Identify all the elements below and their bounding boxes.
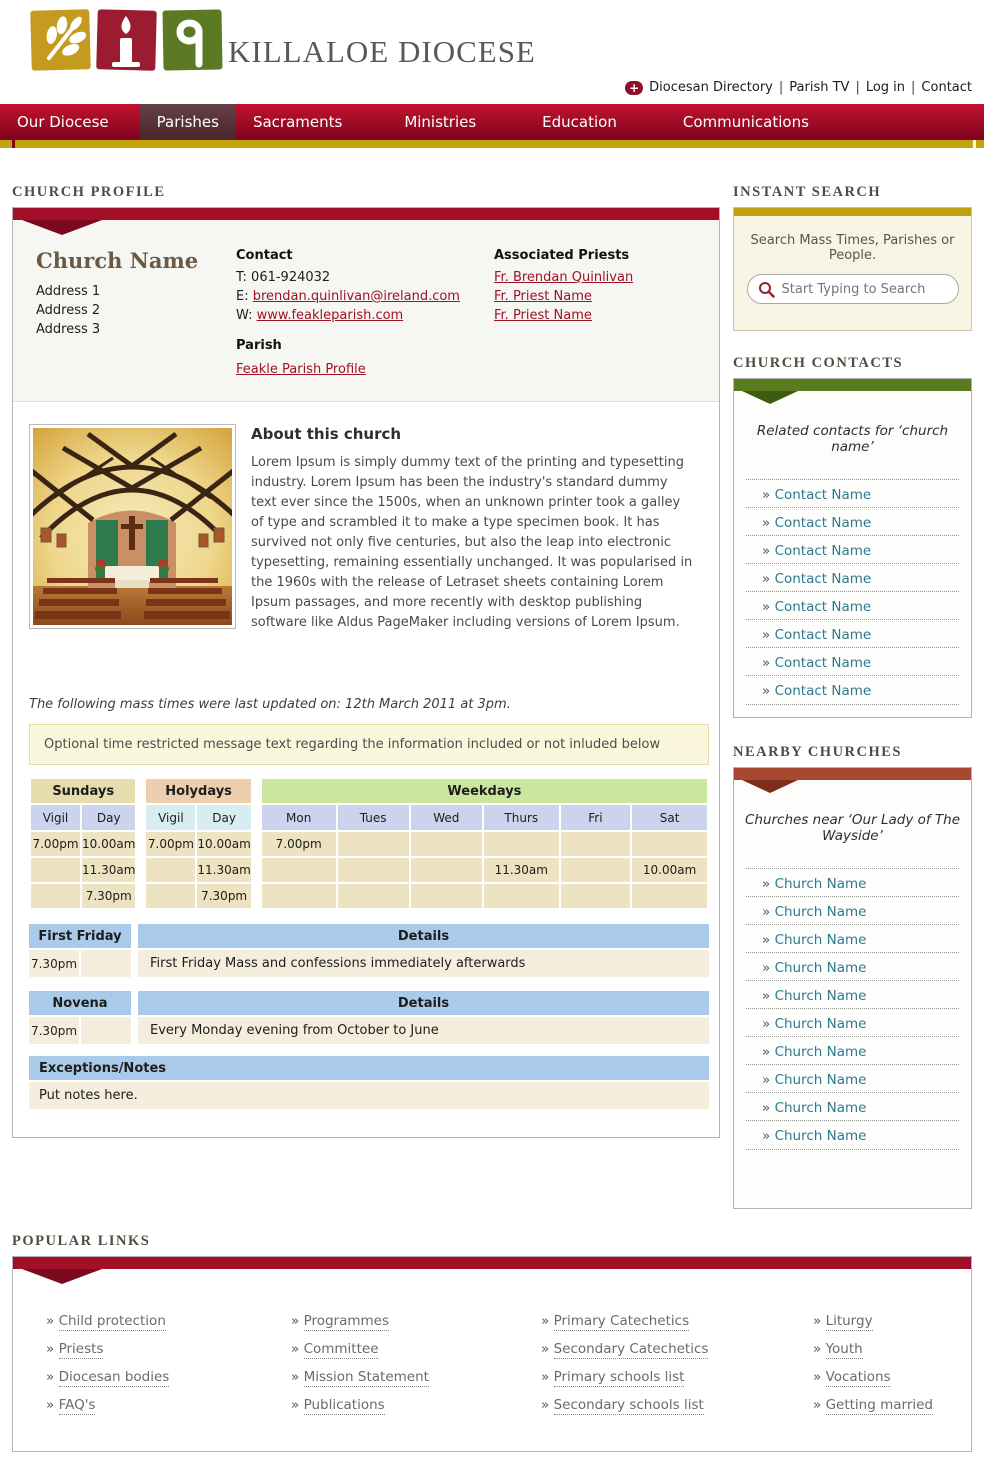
col-vigil: Vigil <box>146 805 195 830</box>
email-line <box>236 287 494 306</box>
footer-link[interactable]: Vocations <box>825 1369 891 1385</box>
sundays-header: Sundays <box>31 779 135 803</box>
list-item <box>746 563 959 591</box>
holydays-table <box>144 777 252 910</box>
novena-time: 7.30pm <box>29 1017 79 1044</box>
list-item <box>746 479 959 507</box>
first-friday-time: 7.30pm <box>29 950 79 977</box>
list-item <box>813 1313 961 1329</box>
utility-nav <box>625 80 972 95</box>
nav-communications[interactable]: Communications <box>682 113 809 131</box>
mass-time-cell: 11.30am <box>197 858 250 882</box>
nav-parishes[interactable]: Parishes <box>140 104 236 140</box>
sundays-table <box>29 777 137 910</box>
panel-top-bar <box>734 768 971 780</box>
col-vigil: Vigil <box>31 805 80 830</box>
weekdays-header: Weekdays <box>262 779 707 803</box>
search-field[interactable] <box>747 274 959 304</box>
nav-ministries[interactable]: Ministries <box>404 113 477 131</box>
first-friday-time2 <box>81 950 131 977</box>
list-item <box>46 1313 291 1329</box>
web-label: W: <box>236 308 253 323</box>
panel-top-bar <box>13 1257 971 1269</box>
contact-link[interactable]: » Contact Name <box>762 515 871 531</box>
mass-times-table <box>29 777 709 910</box>
priests-heading: Associated Priests <box>494 248 630 263</box>
church-link[interactable]: » Church Name <box>762 1016 866 1032</box>
mass-time-cell: 7.00pm <box>31 832 80 856</box>
church-photo <box>29 424 236 629</box>
popular-links-heading: POPULAR LINKS <box>12 1233 151 1249</box>
contact-link[interactable]: » Contact Name <box>762 487 871 503</box>
list-item <box>813 1397 961 1413</box>
phone-line <box>236 268 494 287</box>
church-link[interactable]: » Church Name <box>762 1128 866 1144</box>
list-item <box>746 675 959 705</box>
list-item <box>746 1120 959 1150</box>
footer-link[interactable]: Mission Statement <box>303 1369 429 1385</box>
separator: | <box>911 80 916 95</box>
address-line: Address 2 <box>36 303 101 318</box>
mass-time-cell: 10.00am <box>197 832 250 856</box>
mass-time-cell <box>411 832 482 856</box>
list-item <box>46 1397 291 1413</box>
holydays-header: Holydays <box>146 779 250 803</box>
nearby-churches-panel <box>733 767 972 1209</box>
wheat-icon <box>30 8 91 72</box>
mass-time-cell: 10.00am <box>82 832 135 856</box>
links-column <box>291 1313 541 1425</box>
church-link[interactable]: » Church Name <box>762 876 866 892</box>
footer-link[interactable]: Liturgy <box>825 1313 873 1329</box>
novena-time2 <box>81 1017 131 1044</box>
mass-time-cell: 7.00pm <box>146 832 195 856</box>
contacts-list <box>746 479 959 705</box>
mass-time-cell <box>632 832 707 856</box>
links-column <box>46 1313 291 1425</box>
footer-link[interactable]: Priests <box>58 1341 104 1357</box>
contact-link[interactable]: » Contact Name <box>762 599 871 615</box>
site-header <box>0 0 984 104</box>
col-wed: Wed <box>411 805 482 830</box>
list-item <box>813 1341 961 1357</box>
mass-time-cell <box>262 884 336 908</box>
mass-time-cell <box>146 858 195 882</box>
utility-link-diocesan-directory[interactable]: Diocesan Directory <box>649 80 773 95</box>
search-input[interactable] <box>782 282 942 297</box>
col-thurs: Thurs <box>484 805 559 830</box>
list-item <box>541 1397 813 1413</box>
panel-top-bar <box>734 208 971 216</box>
details-header: Details <box>138 991 709 1015</box>
mass-time-cell: 11.30am <box>82 858 135 882</box>
list-item <box>813 1369 961 1385</box>
brand-title: KILLALOE DIOCESE <box>228 34 536 69</box>
first-friday-header: First Friday <box>29 924 131 948</box>
mass-time-cell <box>561 832 631 856</box>
footer-link[interactable]: Getting married <box>825 1397 933 1413</box>
optional-message: Optional time restricted message text regarding the information included or not inluded below <box>29 724 709 765</box>
church-profile-panel <box>12 207 720 1138</box>
nearby-churches-heading: NEARBY CHURCHES <box>733 744 902 760</box>
mass-time-cell <box>146 884 195 908</box>
contact-link[interactable]: » Contact Name <box>762 571 871 587</box>
phone-label: T: <box>236 270 247 285</box>
profile-header <box>13 220 719 402</box>
panel-top-bar <box>734 379 971 391</box>
col-tues: Tues <box>338 805 409 830</box>
weekdays-table <box>260 777 709 910</box>
details-header: Details <box>138 924 709 948</box>
mass-time-cell <box>31 858 80 882</box>
mass-time-cell <box>411 858 482 882</box>
nearby-subtitle: Churches near ‘Our Lady of The Wayside’ <box>744 812 961 844</box>
popular-links-panel <box>12 1256 972 1452</box>
panel-top-bar <box>13 208 719 220</box>
separator: | <box>855 80 860 95</box>
footer-link[interactable]: Secondary schools list <box>553 1397 704 1413</box>
church-contacts-panel <box>733 378 972 718</box>
list-item <box>46 1369 291 1385</box>
col-day: Day <box>197 805 250 830</box>
footer-link[interactable]: Programmes <box>303 1313 390 1329</box>
links-column <box>541 1313 813 1425</box>
candle-icon <box>96 8 157 72</box>
mass-time-cell <box>262 858 336 882</box>
priest-link[interactable]: Fr. Priest Name <box>494 289 592 304</box>
first-friday-details: First Friday Mass and confessions immediately afterwards <box>138 950 709 977</box>
mass-time-cell <box>338 832 409 856</box>
phone-value: 061-924032 <box>251 270 331 285</box>
address-line: Address 3 <box>36 322 101 337</box>
list-item <box>746 924 959 952</box>
church-link[interactable]: » Church Name <box>762 1044 866 1060</box>
instant-search-heading: INSTANT SEARCH <box>733 184 882 200</box>
church-link[interactable]: » Church Name <box>762 1072 866 1088</box>
col-mon: Mon <box>262 805 336 830</box>
church-link[interactable]: » Church Name <box>762 932 866 948</box>
mass-time-cell: 7.00pm <box>262 832 336 856</box>
list-item <box>746 535 959 563</box>
list-item <box>746 591 959 619</box>
mass-time-cell <box>31 884 80 908</box>
panel-triangle <box>22 220 102 235</box>
mass-time-cell: 11.30am <box>484 858 559 882</box>
mass-time-cell <box>561 858 631 882</box>
church-contacts-heading: CHURCH CONTACTS <box>733 355 904 371</box>
footer-link[interactable]: Secondary Catechetics <box>553 1341 709 1357</box>
panel-triangle <box>742 391 798 404</box>
contact-link[interactable]: » Contact Name <box>762 543 871 559</box>
list-item <box>746 1008 959 1036</box>
last-updated-note: The following mass times were last updated on: 12th March 2011 at 3pm. <box>29 697 511 712</box>
exceptions-header: Exceptions/Notes <box>29 1056 709 1080</box>
utility-link-log-in[interactable]: Log in <box>865 80 906 95</box>
about-section <box>13 402 719 633</box>
links-column <box>813 1313 961 1425</box>
first-friday-section <box>29 924 709 977</box>
list-item <box>291 1397 541 1413</box>
list-item <box>746 952 959 980</box>
about-heading: About this church <box>251 425 402 443</box>
list-item <box>291 1313 541 1329</box>
list-item <box>746 980 959 1008</box>
footer-link[interactable]: Committee <box>303 1341 379 1357</box>
contact-link[interactable]: » Contact Name <box>762 655 871 671</box>
church-profile-heading: CHURCH PROFILE <box>12 184 166 200</box>
list-item <box>746 868 959 896</box>
footer-link[interactable]: Child protection <box>58 1313 166 1329</box>
list-item <box>746 507 959 535</box>
novena-header: Novena <box>29 991 131 1015</box>
list-item <box>746 1064 959 1092</box>
parish-profile-link[interactable]: Feakle Parish Profile <box>236 362 366 377</box>
gold-divider <box>0 140 984 148</box>
list-item <box>541 1341 813 1357</box>
mass-time-cell <box>411 884 482 908</box>
address-line: Address 1 <box>36 284 101 299</box>
email-label: E: <box>236 289 249 304</box>
nav-sacraments[interactable]: Sacraments <box>252 113 343 131</box>
mass-time-cell <box>484 832 559 856</box>
church-link[interactable]: » Church Name <box>762 1100 866 1116</box>
mass-time-cell <box>561 884 631 908</box>
diocese-logo[interactable] <box>30 8 223 72</box>
list-item <box>291 1341 541 1357</box>
list-item <box>541 1369 813 1385</box>
church-name: Church Name <box>36 248 199 273</box>
col-day: Day <box>82 805 135 830</box>
list-item <box>746 1092 959 1120</box>
exceptions-section <box>29 1056 709 1109</box>
col-fri: Fri <box>561 805 631 830</box>
search-prompt: Search Mass Times, Parishes or People. <box>750 233 955 263</box>
church-link[interactable]: » Church Name <box>762 904 866 920</box>
separator: | <box>778 80 784 95</box>
mass-time-cell: 7.30pm <box>197 884 250 908</box>
nav-our-diocese[interactable]: Our Diocese <box>17 113 109 131</box>
col-sat: Sat <box>632 805 707 830</box>
nav-education[interactable]: Education <box>542 113 617 131</box>
novena-details: Every Monday evening from October to June <box>138 1017 709 1044</box>
email-link[interactable]: brendan.quinlivan@ireland.com <box>252 289 460 304</box>
utility-link-parish-tv[interactable]: Parish TV <box>789 80 850 95</box>
website-link[interactable]: www.feakleparish.com <box>256 308 404 323</box>
exceptions-note: Put notes here. <box>29 1082 709 1109</box>
plus-icon[interactable]: + <box>625 81 643 95</box>
mass-time-cell: 7.30pm <box>82 884 135 908</box>
list-item <box>291 1369 541 1385</box>
footer-link[interactable]: Diocesan bodies <box>58 1369 170 1385</box>
list-item <box>746 619 959 647</box>
footer-link[interactable]: Primary Catechetics <box>553 1313 690 1329</box>
mass-time-cell <box>632 884 707 908</box>
footer-link[interactable]: Youth <box>825 1341 863 1357</box>
utility-link-contact[interactable]: Contact <box>921 80 972 95</box>
list-item <box>746 647 959 675</box>
novena-section <box>29 991 709 1044</box>
main-nav <box>0 104 984 140</box>
panel-triangle <box>22 1269 102 1284</box>
contact-heading: Contact <box>236 248 293 263</box>
church-link[interactable]: » Church Name <box>762 960 866 976</box>
list-item <box>541 1313 813 1329</box>
priest-link[interactable]: Fr. Priest Name <box>494 308 592 323</box>
crozier-icon <box>162 8 223 72</box>
priest-link[interactable]: Fr. Brendan Quinlivan <box>494 270 634 285</box>
list-item <box>746 896 959 924</box>
church-link[interactable]: » Church Name <box>762 988 866 1004</box>
contact-link[interactable]: » Contact Name <box>762 627 871 643</box>
web-line <box>236 306 494 325</box>
footer-link[interactable]: Primary schools list <box>553 1369 685 1385</box>
church-interior-image <box>33 428 232 625</box>
about-text: Lorem Ipsum is simply dummy text of the printing and typesetting industry. Lorem Ipsum has been the industry's standard dummy text ever since the 1500s, when an unknown printer took a galley of type and scrambled it to make a type specimen book. It has survived not only five centuries, but also the leap into electronic typesetting, remaining essentially unchanged. It was popularised in the 1960s with the release of Letraset sheets containing Lorem Ipsum passages, and more recently with desktop publishing software like Aldus PageMaker including versions of Lorem Ipsum. <box>251 455 693 630</box>
panel-triangle <box>742 780 798 793</box>
mass-time-cell <box>338 858 409 882</box>
mass-time-cell: 10.00am <box>632 858 707 882</box>
contact-link[interactable]: » Contact Name <box>762 683 871 699</box>
footer-link[interactable]: Publications <box>303 1397 385 1413</box>
mass-time-cell <box>484 884 559 908</box>
parish-heading: Parish <box>236 338 282 353</box>
search-icon <box>758 281 775 298</box>
mass-time-cell <box>338 884 409 908</box>
contacts-subtitle: Related contacts for ‘church name’ <box>756 423 949 455</box>
instant-search-panel <box>733 207 972 331</box>
list-item <box>746 1036 959 1064</box>
footer-link[interactable]: FAQ's <box>58 1397 96 1413</box>
popular-links-grid <box>13 1269 971 1451</box>
nearby-churches-list <box>746 868 959 1150</box>
list-item <box>46 1341 291 1357</box>
